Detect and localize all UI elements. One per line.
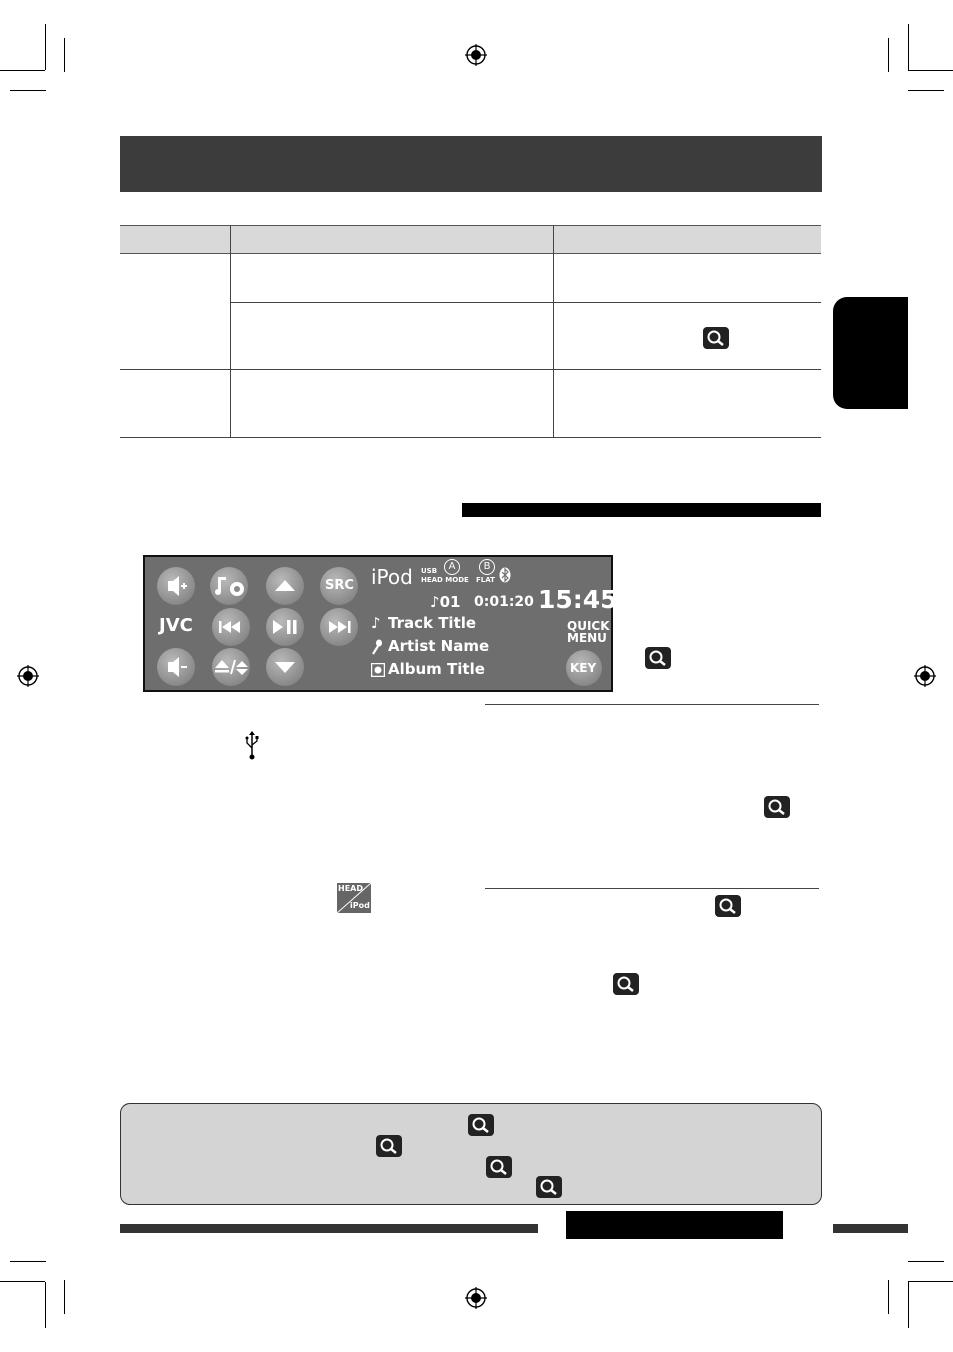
usb-icon bbox=[244, 730, 260, 760]
reference-magnifier-icon bbox=[376, 1135, 402, 1157]
reference-magnifier-icon bbox=[764, 796, 790, 818]
album-title: Album Title bbox=[388, 660, 485, 678]
note-box bbox=[120, 1103, 822, 1205]
footer-bar-right bbox=[833, 1224, 908, 1233]
volume-up-icon bbox=[157, 567, 195, 605]
volume-down-button[interactable] bbox=[157, 648, 195, 686]
track-number: ♪01 bbox=[430, 593, 461, 611]
callout-b: B bbox=[479, 559, 495, 575]
reference-magnifier-icon bbox=[536, 1176, 562, 1198]
reference-magnifier-icon bbox=[645, 647, 671, 669]
registration-mark-icon bbox=[914, 665, 936, 687]
head-ipod-icon: HEAD iPod bbox=[337, 883, 371, 913]
divider bbox=[485, 888, 819, 889]
music-settings-button[interactable] bbox=[210, 567, 248, 605]
registration-mark-icon bbox=[465, 44, 487, 66]
callout-a: A bbox=[444, 559, 460, 575]
note-icon: ♪ bbox=[371, 614, 381, 632]
volume-up-button[interactable] bbox=[157, 567, 195, 605]
clock: 15:45 bbox=[538, 585, 618, 614]
reference-magnifier-icon bbox=[486, 1156, 512, 1178]
page-title-bar bbox=[120, 136, 822, 192]
key-button[interactable]: KEY bbox=[566, 650, 602, 686]
source-name: iPod bbox=[371, 565, 413, 589]
previous-track-icon bbox=[212, 608, 250, 646]
next-track-icon bbox=[320, 608, 358, 646]
quick-menu-button[interactable]: QUICK MENU bbox=[567, 619, 610, 645]
track-title: Track Title bbox=[388, 614, 477, 632]
divider bbox=[485, 704, 819, 705]
footer-bar bbox=[120, 1224, 538, 1233]
play-pause-button[interactable] bbox=[266, 608, 304, 646]
volume-down-icon bbox=[157, 648, 195, 686]
reference-magnifier-icon bbox=[703, 327, 729, 349]
previous-track-button[interactable] bbox=[212, 608, 250, 646]
control-panel-display bbox=[143, 555, 618, 692]
up-button[interactable] bbox=[266, 567, 304, 605]
elapsed-time: 0:01:20 bbox=[474, 594, 534, 610]
down-arrow-icon bbox=[266, 648, 304, 686]
registration-mark-icon bbox=[465, 1287, 487, 1309]
table-header bbox=[120, 225, 821, 254]
jvc-logo: JVC bbox=[159, 615, 193, 636]
music-settings-icon bbox=[210, 567, 248, 605]
reference-magnifier-icon bbox=[468, 1114, 494, 1136]
section-heading-bar bbox=[462, 503, 821, 517]
eject-tilt-button[interactable] bbox=[212, 648, 250, 686]
reference-magnifier-icon bbox=[613, 973, 639, 995]
language-side-tab bbox=[833, 297, 908, 409]
up-arrow-icon bbox=[266, 567, 304, 605]
usb-indicator: USB bbox=[421, 567, 438, 575]
down-button[interactable] bbox=[266, 648, 304, 686]
page-number-tab bbox=[566, 1211, 783, 1239]
head-mode-indicator: HEAD MODE bbox=[421, 576, 469, 584]
album-icon bbox=[371, 663, 385, 677]
artist-name: Artist Name bbox=[388, 637, 490, 655]
bluetooth-icon bbox=[499, 567, 511, 583]
artist-icon bbox=[371, 639, 383, 655]
registration-mark-icon bbox=[17, 665, 39, 687]
reference-magnifier-icon bbox=[715, 895, 741, 917]
eject-tilt-icon bbox=[212, 648, 250, 686]
source-button[interactable]: SRC bbox=[320, 567, 358, 605]
next-track-button[interactable] bbox=[320, 608, 358, 646]
play-pause-icon bbox=[266, 608, 304, 646]
flat-indicator: FLAT bbox=[476, 576, 495, 584]
